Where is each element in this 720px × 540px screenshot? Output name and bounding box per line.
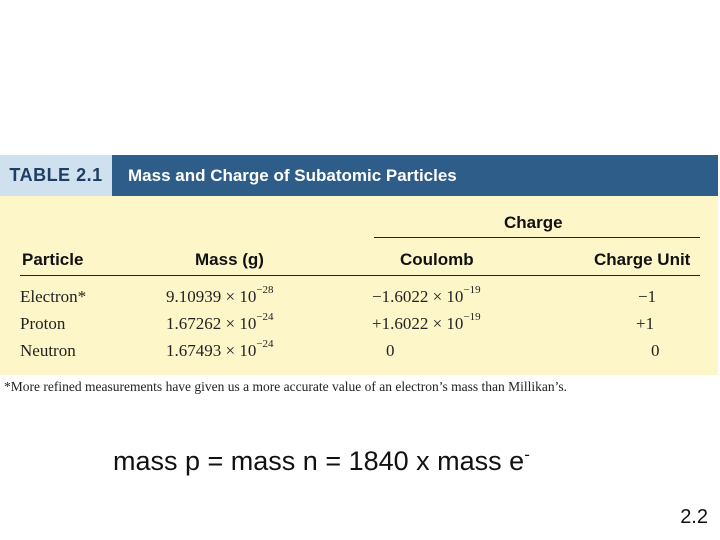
column-header-coulomb: Coulomb — [400, 250, 474, 269]
row-neutron-coulomb: 0 — [386, 341, 395, 360]
row-neutron-charge-unit: 0 — [651, 341, 660, 360]
charge-group-header: Charge — [504, 213, 563, 232]
mass-relation: mass p = mass n = 1840 x mass e- — [113, 445, 530, 476]
row-neutron-mass: $1.67493 \times 10^{-24}$ — [166, 338, 274, 360]
row-proton-coulomb: $+1.6022 \times 10^{-19}$ — [372, 311, 481, 333]
subatomic-particles-table — [0, 155, 718, 375]
header-rule — [20, 275, 700, 276]
row-electron-charge-unit: −1 — [638, 287, 657, 306]
slide-number: 2.2 — [680, 506, 708, 528]
table-number: TABLE 2.1 — [0, 155, 112, 196]
charge-group-rule — [374, 237, 700, 238]
column-header-charge-unit: Charge Unit — [594, 250, 691, 269]
row-neutron-particle: Neutron — [20, 341, 76, 360]
row-electron-particle: Electron* — [20, 287, 87, 306]
column-header-particle: Particle — [22, 250, 84, 269]
table-title: Mass and Charge of Subatomic Particles — [128, 166, 457, 185]
table-footnote: *More refined measurements have given us a more accurate value of an electron’s mass than Millikan’s. — [4, 379, 568, 394]
table-header-bar — [0, 155, 718, 196]
row-proton-charge-unit: +1 — [636, 314, 655, 333]
row-electron-mass: $9.10939 \times 10^{-28}$ — [166, 284, 274, 306]
row-proton-particle: Proton — [20, 314, 66, 333]
row-electron-coulomb: $-1.6022 \times 10^{-19}$ — [372, 284, 481, 306]
row-proton-mass: $1.67262 \times 10^{-24}$ — [166, 311, 274, 333]
column-header-mass: Mass (g) — [195, 250, 264, 269]
